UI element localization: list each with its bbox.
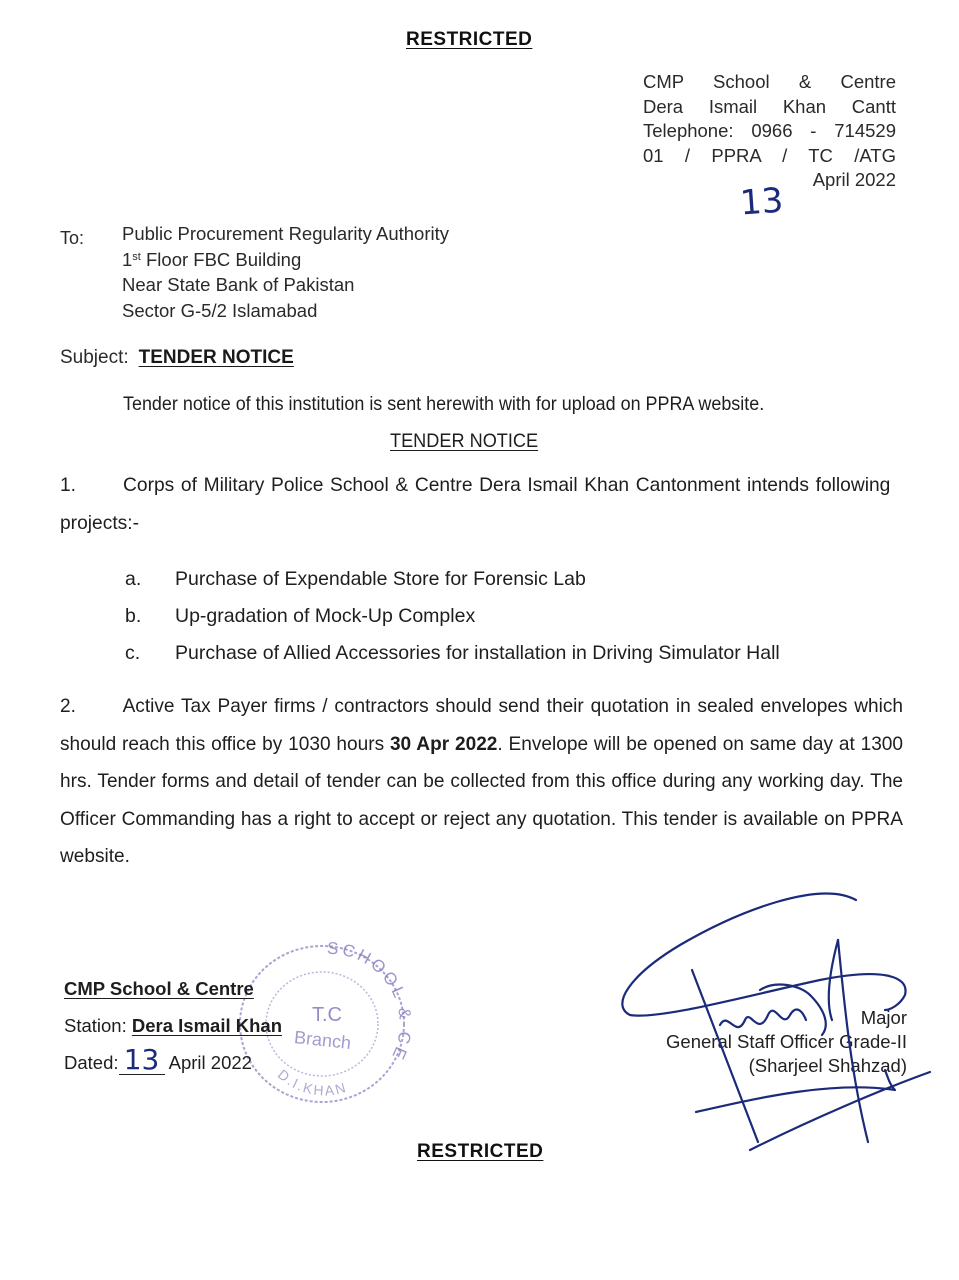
- sender-reference: 01 / PPRA / TC /ATG: [643, 144, 896, 166]
- footer-org: CMP School & Centre: [64, 978, 254, 999]
- project-item-letter: b.: [125, 605, 142, 627]
- signatory-name: (Sharjeel Shahzad): [748, 1055, 907, 1076]
- signatory-designation: General Staff Officer Grade-II: [666, 1031, 907, 1052]
- recipient-line2: 1st Floor FBC Building: [122, 248, 302, 270]
- recipient-line3: Near State Bank of Pakistan: [122, 274, 355, 295]
- handwritten-day-footer: 13: [123, 1043, 160, 1076]
- project-item: [125, 642, 780, 665]
- footer-block: [64, 970, 282, 1081]
- signatory-rank: Major: [860, 1007, 907, 1028]
- project-item-text: Purchase of Allied Accessories for installation in Driving Simulator Hall: [175, 642, 780, 664]
- stamp-center-line2: Branch: [293, 1027, 353, 1053]
- sender-line2: Dera Ismail Khan Cantt: [643, 95, 896, 117]
- project-item-text: Purchase of Expendable Store for Forensic Lab: [175, 568, 586, 590]
- footer-dated: [64, 1044, 282, 1081]
- subject-line: [60, 347, 294, 369]
- dated-label: Dated:: [64, 1052, 119, 1073]
- sender-telephone: Telephone: 0966 - 714529: [643, 120, 896, 141]
- subject-label: Subject:: [60, 347, 129, 368]
- recipient-line1: Public Procurement Regularity Authority: [122, 223, 449, 244]
- handwritten-signature: [600, 880, 940, 1150]
- sender-line1: CMP School & Centre: [643, 71, 896, 92]
- paragraph-2-text-before: Active Tax Payer firms / contractors should send their quotation in sealed envelopes which should reach this office by 1030 hours: [60, 695, 904, 755]
- classification-top: RESTRICTED: [406, 29, 533, 50]
- project-item-letter: c.: [125, 642, 141, 664]
- paragraph-1-text: Corps of Military Police School & Centre Dera Ismail Khan Cantonment intends following projects:-: [60, 474, 891, 534]
- station-label: Station:: [64, 1015, 132, 1036]
- recipient-address: [122, 221, 449, 323]
- project-item-text: Up-gradation of Mock-Up Complex: [175, 605, 476, 627]
- project-item: [125, 605, 475, 628]
- classification-bottom: RESTRICTED: [417, 1141, 544, 1162]
- sender-date: April 2022: [812, 169, 896, 190]
- paragraph-2: [60, 688, 903, 876]
- to-label: To:: [60, 228, 85, 248]
- footer-station: [64, 1007, 282, 1044]
- paragraph-1: [60, 467, 890, 542]
- stamp-ring-text: SCHOOL & CENTRE: [224, 921, 416, 1065]
- project-item-letter: a.: [125, 568, 142, 590]
- stamp-bottom-text: D.I.KHAN: [274, 1066, 350, 1099]
- station-value: Dera Ismail Khan: [131, 1015, 283, 1036]
- project-item: [125, 568, 586, 591]
- handwritten-day-top: 13: [738, 180, 785, 224]
- paragraph-2-number: 2.: [60, 695, 76, 717]
- sender-block: [643, 70, 896, 193]
- paragraph-1-number: 1.: [60, 474, 77, 496]
- stamp-center-line1: T.C: [312, 1004, 342, 1026]
- intro-text: Tender notice of this institution is sent herewith with for upload on PPRA website.: [123, 393, 765, 415]
- recipient-line4: Sector G-5/2 Islamabad: [122, 299, 318, 321]
- deadline-date: 30 Apr 2022: [389, 732, 498, 755]
- subject-value: TENDER NOTICE: [138, 347, 294, 368]
- dated-rest: April 2022: [164, 1052, 252, 1073]
- section-title: TENDER NOTICE: [390, 430, 539, 452]
- paragraph-2-text-after: . Envelope will be opened on same day at 1300 hrs. Tender forms and detail of tender can be collected from this office during any working day. The Officer Commanding has a right to accept or reject any quotation. This tender is available on PPRA website.: [60, 732, 904, 867]
